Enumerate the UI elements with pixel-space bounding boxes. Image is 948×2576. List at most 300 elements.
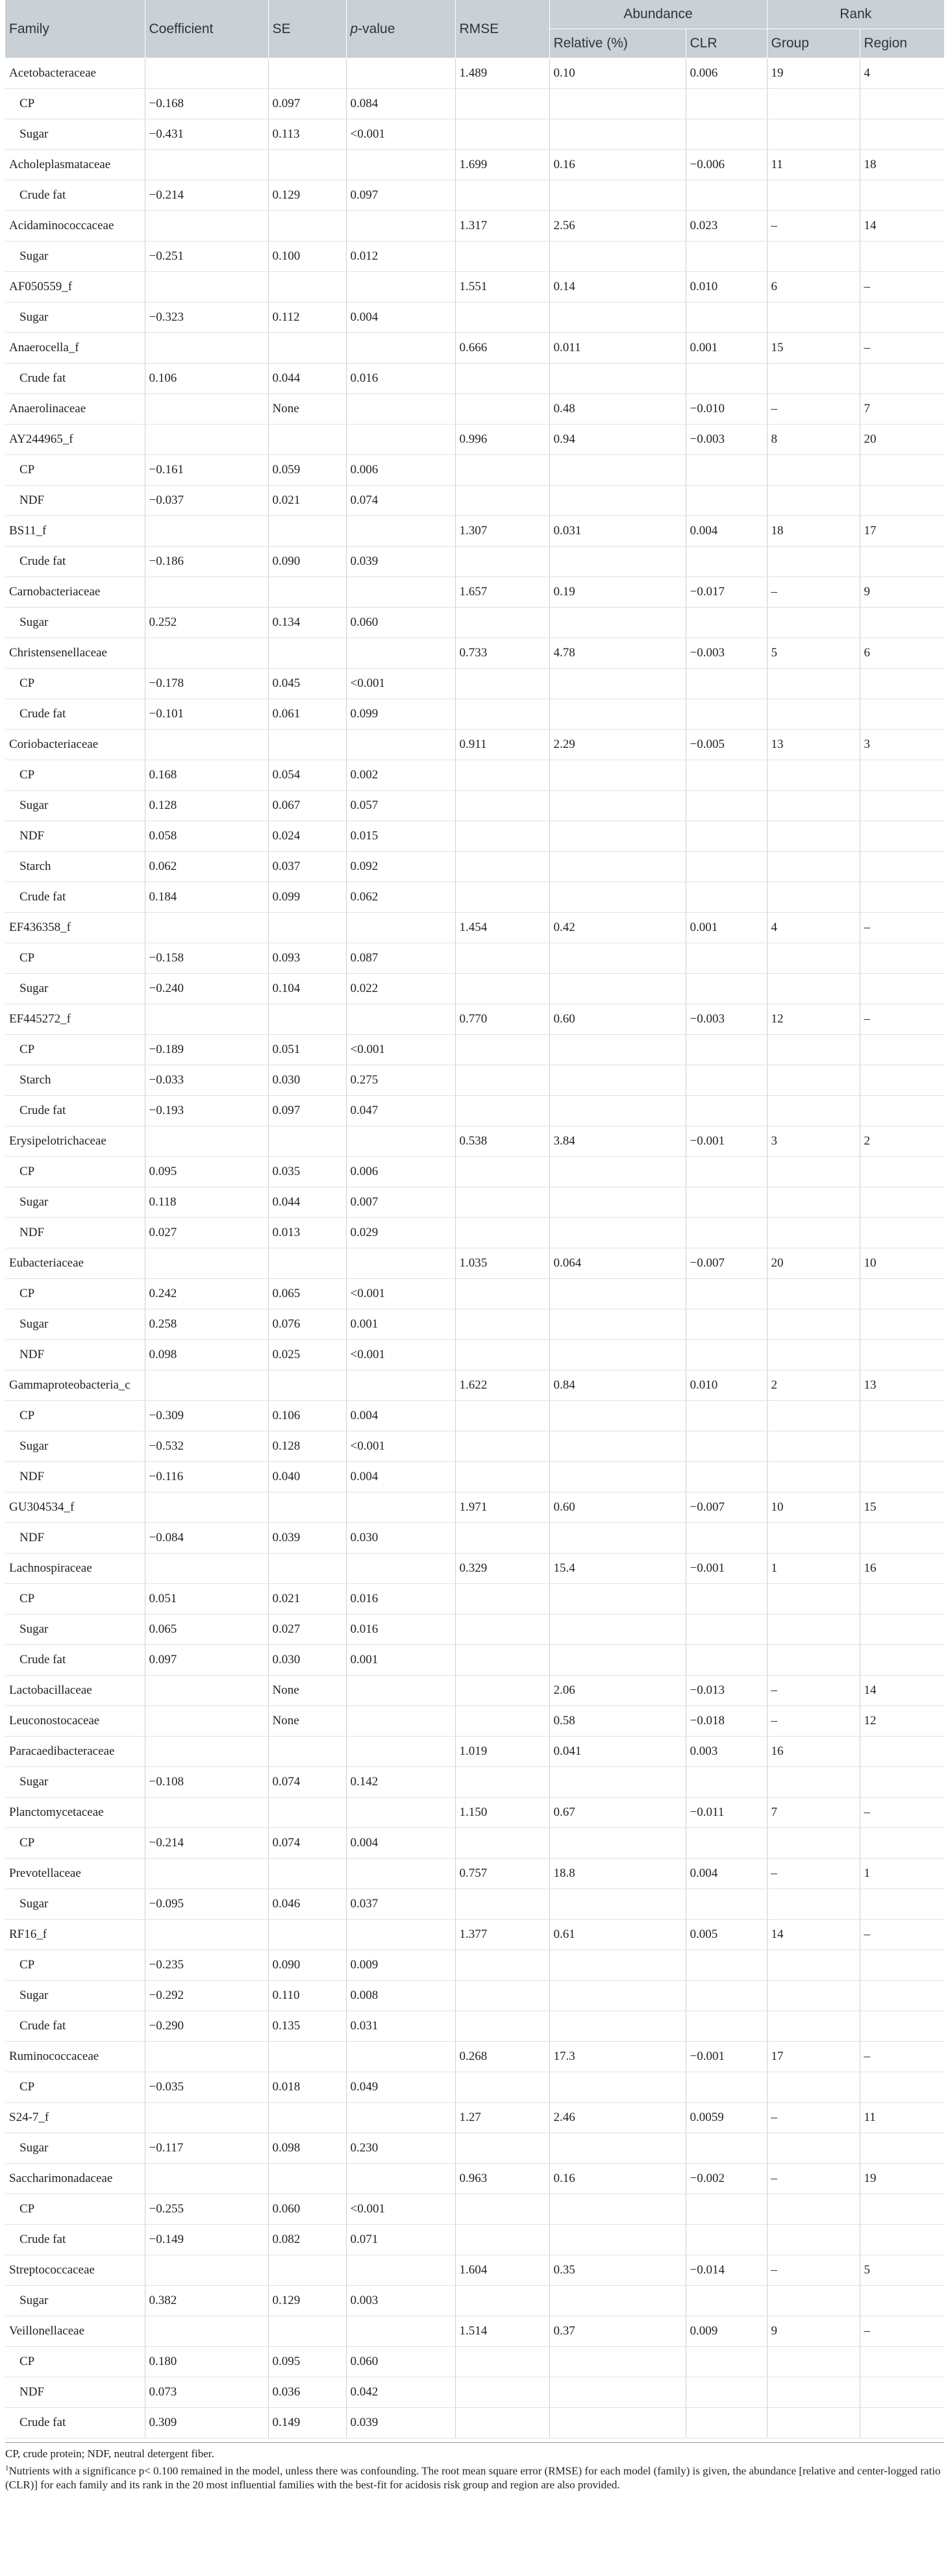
cell-se: 0.036 [268, 2377, 346, 2408]
cell-coefficient: 0.118 [145, 1187, 268, 1218]
cell-se [268, 211, 346, 242]
cell-group [767, 2133, 860, 2164]
nutrient-row [5, 1035, 944, 1065]
cell-rmse [455, 1187, 549, 1218]
cell-region [860, 2377, 944, 2408]
cell-rmse [455, 1096, 549, 1126]
cell-pvalue [346, 1737, 455, 1767]
cell-se: 0.104 [268, 974, 346, 1004]
cell-clr [686, 547, 767, 577]
cell-group: 6 [767, 272, 860, 303]
footnote-note-text: Nutrients with a significance p< 0.100 remained in the model, unless there was confounding. The root mean square error (RMSE) for each model (family) is given, the abundance [relative and center-logged ratio (CLR)] for each family and its rank in the 20 most influential families with the best-fit for acidosis risk group and region are also provided. [5, 2464, 941, 2491]
cell-se: 0.061 [268, 699, 346, 730]
cell-relative [549, 974, 686, 1004]
cell-clr [686, 1889, 767, 1920]
nutrient-row [5, 1187, 944, 1218]
cell-region [860, 1584, 944, 1615]
cell-pvalue [346, 2103, 455, 2133]
cell-coefficient: −0.084 [145, 1523, 268, 1554]
cell-relative [549, 2194, 686, 2225]
cell-family: Sugar [5, 303, 145, 333]
cell-rmse [455, 2011, 549, 2042]
cell-rmse [455, 1035, 549, 1065]
cell-family: Starch [5, 852, 145, 882]
cell-clr: −0.003 [686, 638, 767, 669]
cell-coefficient: −0.189 [145, 1035, 268, 1065]
cell-region [860, 455, 944, 486]
cell-group: – [767, 394, 860, 425]
cell-family: Crude fat [5, 1645, 145, 1676]
cell-region: – [860, 1004, 944, 1035]
cell-clr: −0.013 [686, 1676, 767, 1706]
header-rmse: RMSE [455, 0, 549, 58]
cell-coefficient [145, 577, 268, 608]
cell-pvalue: 0.012 [346, 242, 455, 272]
cell-relative: 2.06 [549, 1676, 686, 1706]
cell-se: 0.076 [268, 1309, 346, 1340]
cell-group: 2 [767, 1370, 860, 1401]
cell-group: 1 [767, 1554, 860, 1584]
cell-rmse: 1.019 [455, 1737, 549, 1767]
cell-region [860, 1462, 944, 1492]
cell-relative: 0.064 [549, 1248, 686, 1279]
cell-coefficient: −0.240 [145, 974, 268, 1004]
cell-relative: 0.60 [549, 1492, 686, 1523]
cell-rmse [455, 2194, 549, 2225]
cell-family: CP [5, 455, 145, 486]
cell-relative [549, 1828, 686, 1859]
cell-relative [549, 2072, 686, 2103]
cell-region [860, 1187, 944, 1218]
cell-family: Saccharimonadaceae [5, 2164, 145, 2194]
cell-coefficient: 0.065 [145, 1615, 268, 1645]
cell-pvalue [346, 272, 455, 303]
cell-coefficient [145, 425, 268, 455]
cell-rmse: 1.035 [455, 1248, 549, 1279]
cell-coefficient: −0.033 [145, 1065, 268, 1096]
cell-se [268, 2164, 346, 2194]
cell-coefficient [145, 1920, 268, 1950]
cell-rmse [455, 1676, 549, 1706]
cell-region: 14 [860, 1676, 944, 1706]
cell-pvalue [346, 577, 455, 608]
cell-clr: −0.014 [686, 2255, 767, 2286]
cell-coefficient: 0.062 [145, 852, 268, 882]
cell-rmse [455, 974, 549, 1004]
cell-pvalue: 0.037 [346, 1889, 455, 1920]
cell-family: Acetobacteraceae [5, 58, 145, 89]
nutrient-row [5, 1218, 944, 1248]
cell-clr: 0.010 [686, 272, 767, 303]
cell-relative: 15.4 [549, 1554, 686, 1584]
cell-family: Crude fat [5, 1096, 145, 1126]
cell-rmse [455, 242, 549, 272]
family-row [5, 1004, 944, 1035]
nutrient-row [5, 1615, 944, 1645]
cell-family: CP [5, 1828, 145, 1859]
cell-clr [686, 364, 767, 394]
cell-rmse: 0.996 [455, 425, 549, 455]
cell-coefficient: 0.184 [145, 882, 268, 913]
cell-relative: 0.94 [549, 425, 686, 455]
nutrient-row [5, 852, 944, 882]
cell-family: NDF [5, 1218, 145, 1248]
cell-relative [549, 2377, 686, 2408]
cell-clr [686, 2225, 767, 2255]
cell-region [860, 882, 944, 913]
cell-relative: 0.16 [549, 150, 686, 180]
cell-clr [686, 1309, 767, 1340]
cell-group [767, 242, 860, 272]
cell-group [767, 608, 860, 638]
cell-relative [549, 760, 686, 791]
cell-relative: 3.84 [549, 1126, 686, 1157]
cell-clr: −0.018 [686, 1706, 767, 1737]
cell-clr: 0.004 [686, 516, 767, 547]
cell-region [860, 1309, 944, 1340]
cell-se: 0.059 [268, 455, 346, 486]
cell-rmse: 1.657 [455, 577, 549, 608]
cell-pvalue: 0.015 [346, 821, 455, 852]
cell-coefficient: −0.178 [145, 669, 268, 699]
cell-relative [549, 1340, 686, 1370]
family-row [5, 58, 944, 89]
cell-region [860, 2347, 944, 2377]
nutrient-row [5, 1096, 944, 1126]
cell-relative: 4.78 [549, 638, 686, 669]
cell-family: Sugar [5, 974, 145, 1004]
cell-pvalue: <0.001 [346, 1340, 455, 1370]
cell-coefficient: 0.309 [145, 2408, 268, 2438]
cell-se [268, 638, 346, 669]
cell-coefficient [145, 1126, 268, 1157]
cell-rmse [455, 699, 549, 730]
cell-pvalue: 0.039 [346, 2408, 455, 2438]
cell-clr: −0.007 [686, 1248, 767, 1279]
cell-coefficient: 0.051 [145, 1584, 268, 1615]
cell-group: 19 [767, 58, 860, 89]
cell-coefficient [145, 58, 268, 89]
cell-se: 0.030 [268, 1645, 346, 1676]
cell-coefficient [145, 2103, 268, 2133]
cell-se: 0.097 [268, 1096, 346, 1126]
cell-clr [686, 1340, 767, 1370]
cell-se: 0.018 [268, 2072, 346, 2103]
cell-se: 0.112 [268, 303, 346, 333]
cell-pvalue: 0.071 [346, 2225, 455, 2255]
cell-coefficient [145, 2164, 268, 2194]
cell-coefficient: −0.292 [145, 1981, 268, 2011]
cell-family: CP [5, 760, 145, 791]
cell-group: – [767, 1676, 860, 1706]
cell-pvalue: 0.004 [346, 1462, 455, 1492]
cell-group: 9 [767, 2316, 860, 2347]
nutrient-row [5, 669, 944, 699]
cell-clr: −0.005 [686, 730, 767, 760]
nutrient-row [5, 2011, 944, 2042]
cell-pvalue: 0.031 [346, 2011, 455, 2042]
cell-group [767, 1828, 860, 1859]
cell-pvalue [346, 1004, 455, 1035]
cell-region: 19 [860, 2164, 944, 2194]
cell-coefficient: −0.193 [145, 1096, 268, 1126]
cell-se: 0.039 [268, 1523, 346, 1554]
cell-rmse [455, 1645, 549, 1676]
cell-rmse: 0.733 [455, 638, 549, 669]
cell-pvalue [346, 394, 455, 425]
cell-se: 0.035 [268, 1157, 346, 1187]
cell-rmse [455, 1767, 549, 1798]
cell-relative [549, 1645, 686, 1676]
cell-se: 0.097 [268, 89, 346, 119]
cell-region: – [860, 1798, 944, 1828]
cell-group [767, 455, 860, 486]
footnote-marker: 1 [5, 2464, 9, 2472]
cell-pvalue: 0.142 [346, 1767, 455, 1798]
cell-pvalue [346, 333, 455, 364]
cell-rmse: 1.514 [455, 2316, 549, 2347]
family-row [5, 1492, 944, 1523]
cell-family: Sugar [5, 119, 145, 150]
cell-pvalue [346, 516, 455, 547]
header-pvalue-text: -value [358, 21, 395, 36]
cell-region: 18 [860, 150, 944, 180]
header-abundance: Abundance [549, 0, 767, 29]
cell-se: 0.027 [268, 1615, 346, 1645]
nutrient-row [5, 455, 944, 486]
cell-family: Paracaedibacteraceae [5, 1737, 145, 1767]
cell-clr [686, 760, 767, 791]
cell-relative [549, 852, 686, 882]
cell-clr [686, 2194, 767, 2225]
cell-clr [686, 1218, 767, 1248]
cell-group [767, 2225, 860, 2255]
cell-relative: 0.031 [549, 516, 686, 547]
cell-region [860, 852, 944, 882]
cell-se: 0.106 [268, 1401, 346, 1431]
cell-clr [686, 608, 767, 638]
cell-region [860, 791, 944, 821]
cell-relative [549, 669, 686, 699]
cell-relative [549, 1096, 686, 1126]
cell-group [767, 974, 860, 1004]
cell-rmse [455, 1584, 549, 1615]
cell-region [860, 2286, 944, 2316]
cell-coefficient: −0.214 [145, 180, 268, 211]
header-coefficient: Coefficient [145, 0, 268, 58]
nutrient-row [5, 303, 944, 333]
cell-pvalue [346, 1492, 455, 1523]
cell-coefficient [145, 394, 268, 425]
cell-group [767, 89, 860, 119]
cell-region [860, 974, 944, 1004]
cell-region [860, 1615, 944, 1645]
cell-clr: 0.009 [686, 2316, 767, 2347]
cell-relative [549, 2408, 686, 2438]
cell-relative: 0.16 [549, 2164, 686, 2194]
cell-pvalue: 0.004 [346, 1401, 455, 1431]
cell-family: NDF [5, 2377, 145, 2408]
cell-group [767, 2011, 860, 2042]
cell-group [767, 1767, 860, 1798]
cell-family: BS11_f [5, 516, 145, 547]
cell-se: 0.090 [268, 1950, 346, 1981]
nutrient-row [5, 1340, 944, 1370]
cell-rmse [455, 394, 549, 425]
cell-rmse [455, 1218, 549, 1248]
cell-relative [549, 608, 686, 638]
cell-clr [686, 1950, 767, 1981]
cell-relative [549, 1431, 686, 1462]
cell-se: 0.025 [268, 1340, 346, 1370]
cell-relative [549, 180, 686, 211]
cell-family: Crude fat [5, 2225, 145, 2255]
cell-se [268, 577, 346, 608]
table-header [5, 0, 944, 58]
cell-se: 0.074 [268, 1828, 346, 1859]
nutrient-row [5, 1065, 944, 1096]
cell-family: Crude fat [5, 547, 145, 577]
cell-relative: 0.011 [549, 333, 686, 364]
cell-se [268, 1737, 346, 1767]
cell-family: EF436358_f [5, 913, 145, 943]
cell-rmse [455, 1828, 549, 1859]
cell-se: 0.095 [268, 2347, 346, 2377]
cell-region [860, 1157, 944, 1187]
cell-group: 14 [767, 1920, 860, 1950]
cell-se: 0.065 [268, 1279, 346, 1309]
cell-family: NDF [5, 821, 145, 852]
cell-pvalue: 0.016 [346, 1615, 455, 1645]
cell-coefficient [145, 1859, 268, 1889]
results-table [5, 0, 944, 2438]
cell-relative: 0.67 [549, 1798, 686, 1828]
cell-relative [549, 882, 686, 913]
cell-group: 11 [767, 150, 860, 180]
cell-region [860, 2408, 944, 2438]
cell-clr [686, 1584, 767, 1615]
cell-group [767, 2408, 860, 2438]
nutrient-row [5, 1981, 944, 2011]
cell-region [860, 608, 944, 638]
cell-pvalue: <0.001 [346, 669, 455, 699]
cell-coefficient [145, 1798, 268, 1828]
footnote-model-note [5, 2462, 944, 2492]
cell-relative: 0.041 [549, 1737, 686, 1767]
cell-pvalue [346, 2164, 455, 2194]
cell-region: 7 [860, 394, 944, 425]
cell-group [767, 364, 860, 394]
nutrient-row [5, 943, 944, 974]
cell-family: Sugar [5, 1431, 145, 1462]
cell-rmse: 1.317 [455, 211, 549, 242]
cell-se: None [268, 1676, 346, 1706]
cell-se: 0.021 [268, 1584, 346, 1615]
cell-rmse [455, 882, 549, 913]
cell-region: 14 [860, 211, 944, 242]
cell-relative: 2.29 [549, 730, 686, 760]
cell-rmse [455, 455, 549, 486]
cell-rmse [455, 2347, 549, 2377]
cell-group: – [767, 2164, 860, 2194]
cell-region: – [860, 2316, 944, 2347]
cell-family: Crude fat [5, 882, 145, 913]
cell-se: 0.110 [268, 1981, 346, 2011]
cell-se: 0.100 [268, 242, 346, 272]
cell-region: 13 [860, 1370, 944, 1401]
cell-rmse [455, 669, 549, 699]
cell-pvalue: <0.001 [346, 2194, 455, 2225]
cell-region: 5 [860, 2255, 944, 2286]
family-row [5, 516, 944, 547]
cell-family: Sugar [5, 1187, 145, 1218]
cell-group [767, 2286, 860, 2316]
cell-family: Sugar [5, 242, 145, 272]
header-rank: Rank [767, 0, 944, 29]
cell-coefficient [145, 913, 268, 943]
cell-group: 8 [767, 425, 860, 455]
cell-relative: 0.61 [549, 1920, 686, 1950]
cell-coefficient [145, 272, 268, 303]
cell-family: EF445272_f [5, 1004, 145, 1035]
cell-group [767, 760, 860, 791]
cell-pvalue: 0.074 [346, 486, 455, 516]
cell-se [268, 2042, 346, 2072]
cell-se: 0.082 [268, 2225, 346, 2255]
cell-coefficient [145, 1706, 268, 1737]
cell-clr [686, 303, 767, 333]
cell-rmse [455, 1462, 549, 1492]
cell-clr [686, 852, 767, 882]
cell-pvalue: 0.049 [346, 2072, 455, 2103]
cell-clr [686, 1462, 767, 1492]
cell-clr [686, 669, 767, 699]
cell-rmse: 1.307 [455, 516, 549, 547]
cell-coefficient [145, 2255, 268, 2286]
cell-region [860, 119, 944, 150]
cell-se: None [268, 1706, 346, 1737]
cell-coefficient: −0.214 [145, 1828, 268, 1859]
cell-group: – [767, 1859, 860, 1889]
cell-clr [686, 1065, 767, 1096]
cell-coefficient: 0.258 [145, 1309, 268, 1340]
cell-group: 3 [767, 1126, 860, 1157]
cell-se: 0.044 [268, 1187, 346, 1218]
cell-pvalue [346, 730, 455, 760]
family-row [5, 1126, 944, 1157]
header-region: Region [860, 29, 944, 58]
cell-region: 1 [860, 1859, 944, 1889]
cell-region [860, 1340, 944, 1370]
family-row [5, 272, 944, 303]
cell-family: RF16_f [5, 1920, 145, 1950]
cell-group [767, 669, 860, 699]
cell-relative [549, 699, 686, 730]
cell-clr: 0.0059 [686, 2103, 767, 2133]
cell-relative: 0.37 [549, 2316, 686, 2347]
cell-coefficient: −0.186 [145, 547, 268, 577]
cell-coefficient [145, 1004, 268, 1035]
cell-coefficient: 0.242 [145, 1279, 268, 1309]
cell-relative: 0.14 [549, 272, 686, 303]
cell-clr: −0.010 [686, 394, 767, 425]
header-family: Family [5, 0, 145, 58]
nutrient-row [5, 1645, 944, 1676]
cell-group: 17 [767, 2042, 860, 2072]
cell-group: 4 [767, 913, 860, 943]
cell-rmse: 1.454 [455, 913, 549, 943]
cell-coefficient: −0.035 [145, 2072, 268, 2103]
